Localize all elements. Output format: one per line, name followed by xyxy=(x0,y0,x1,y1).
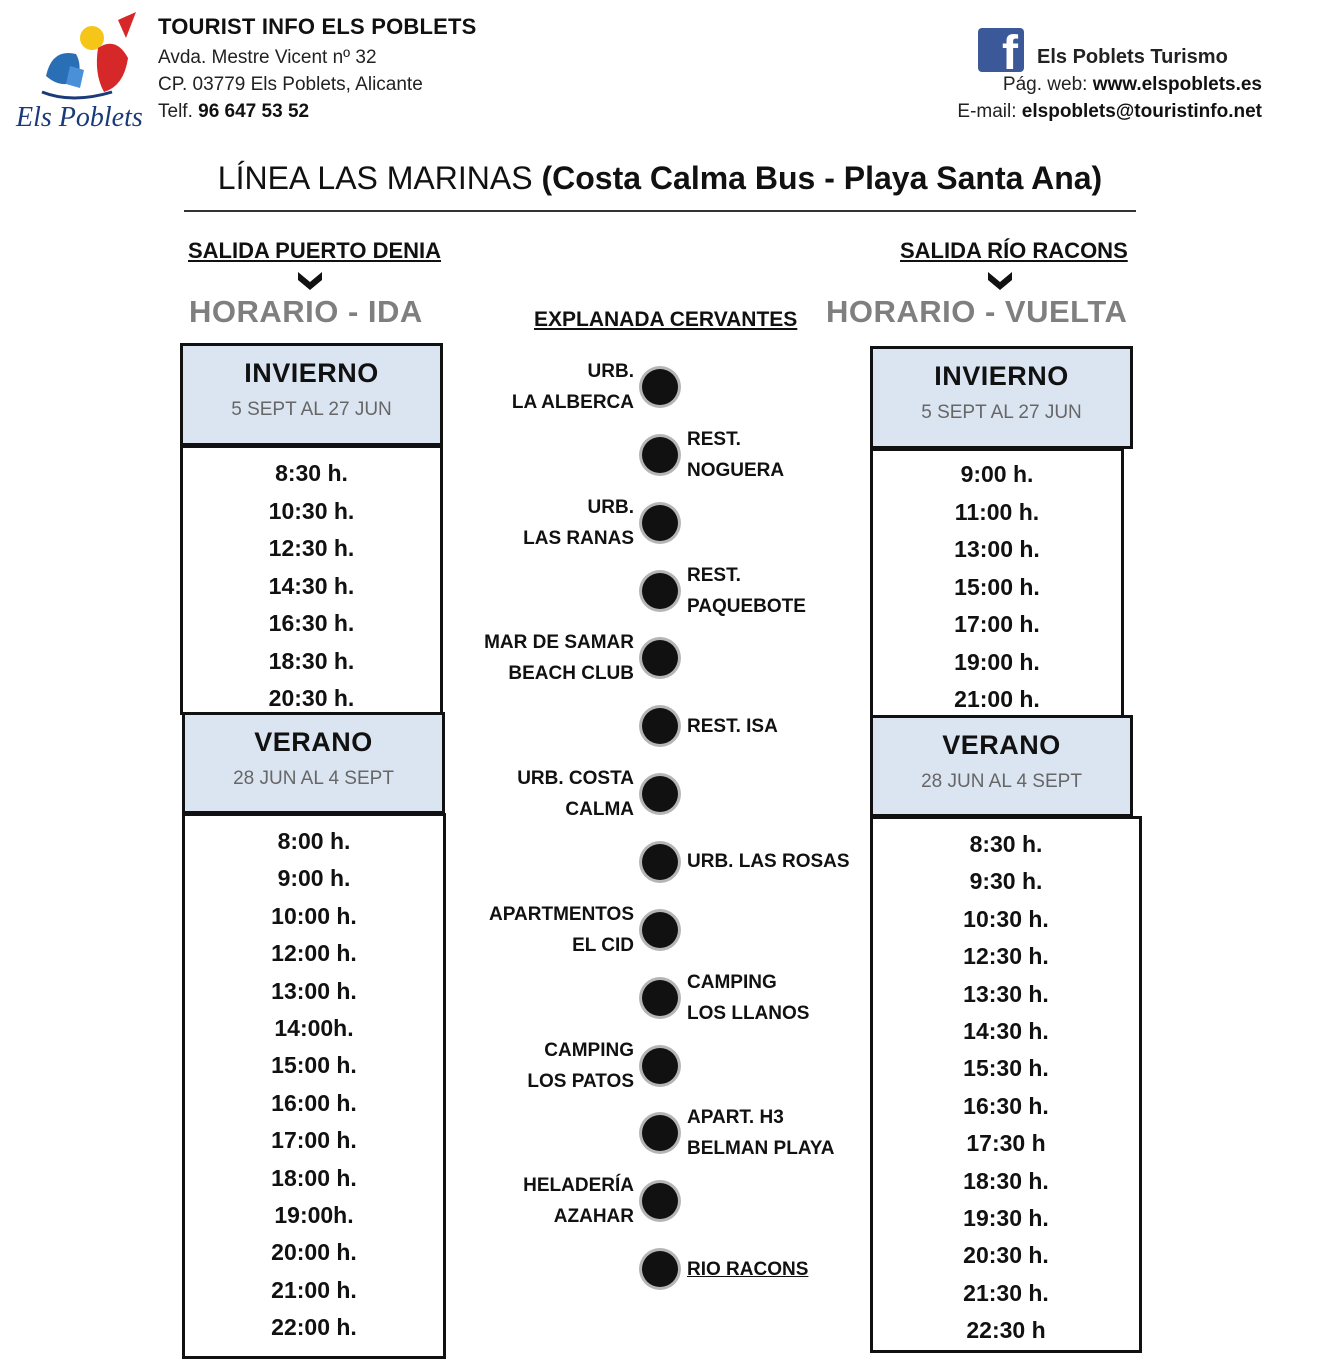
ida-winter-name: INVIERNO xyxy=(244,358,379,388)
ida-summer-time: 8:00 h. xyxy=(277,828,351,854)
ida-winter-time: 18:30 h. xyxy=(268,647,355,674)
stop-marker-icon xyxy=(642,844,678,880)
stop-label-line: EL CID xyxy=(572,934,634,956)
stop-label-line: RIO RACONS xyxy=(687,1258,809,1280)
vuelta-winter-time: 13:00 h. xyxy=(954,536,1040,562)
stop-marker-icon xyxy=(642,573,678,609)
first-stop-heading: EXPLANADA CERVANTES xyxy=(534,308,798,331)
email-label: E-mail: xyxy=(957,101,1017,122)
ida-summer-time: 14:00h. xyxy=(274,1015,354,1041)
phone-label: Telf. xyxy=(158,101,193,122)
stop-label-line: URB. LAS ROSAS xyxy=(687,851,850,873)
stop-marker-icon xyxy=(642,1183,678,1219)
stop-label-line: AZAHAR xyxy=(553,1206,634,1228)
ida-summer-time: 10:00 h. xyxy=(271,902,357,929)
stop-label xyxy=(687,424,784,486)
facebook-icon[interactable]: f xyxy=(978,28,1024,72)
vuelta-summer-time: 13:30 h. xyxy=(963,980,1049,1007)
stop-label-line: REST. xyxy=(687,428,741,450)
stop-label-line: URB. xyxy=(587,496,634,518)
vuelta-summer-time: 20:30 h. xyxy=(963,1242,1049,1269)
stop-label-line: NOGUERA xyxy=(687,459,785,481)
vuelta-summer-time: 16:30 h. xyxy=(963,1092,1049,1119)
vuelta-summer-time: 18:30 h. xyxy=(963,1167,1049,1194)
vuelta-departure-heading: SALIDA RÍO RACONS xyxy=(900,238,1128,263)
vuelta-summer-time: 14:30 h. xyxy=(963,1018,1049,1044)
vuelta-summer-dates: 28 JUN AL 4 SEPT xyxy=(921,771,1082,792)
stop-label-line: REST. xyxy=(687,564,741,586)
stop-marker-icon xyxy=(642,437,678,473)
stop-label-line: CAMPING xyxy=(544,1039,634,1061)
ida-winter-dates: 5 SEPT AL 27 JUN xyxy=(231,399,392,420)
stop-label xyxy=(517,763,634,825)
stop-label-line: MAR DE SAMAR xyxy=(484,632,634,654)
org-name: TOURIST INFO ELS POBLETS xyxy=(158,14,477,39)
vuelta-schedule-heading: HORARIO - VUELTA xyxy=(826,294,1128,329)
vuelta-winter-time: 21:00 h. xyxy=(954,686,1040,712)
stop-label xyxy=(687,1102,834,1164)
ida-schedule-heading: HORARIO - IDA xyxy=(189,294,423,329)
ida-winter-time: 16:30 h. xyxy=(268,610,355,636)
stop-label-line: URB. xyxy=(587,361,634,382)
stop-label xyxy=(489,899,634,961)
ida-summer-time: 18:00 h. xyxy=(271,1164,357,1191)
ida-summer-time: 12:00 h. xyxy=(271,940,357,967)
ida-winter-time: 10:30 h. xyxy=(268,497,355,524)
stop-marker-icon xyxy=(642,369,678,405)
stop-label-line: CAMPING xyxy=(687,971,777,993)
stop-marker-icon xyxy=(642,1115,678,1151)
ida-summer-time: 22:00 h. xyxy=(271,1314,357,1341)
vuelta-summer-time: 17:30 h xyxy=(966,1130,1046,1157)
vuelta-winter-time: 19:00 h. xyxy=(954,648,1040,675)
stop-label-line: LOS PATOS xyxy=(527,1070,634,1092)
vuelta-summer-time: 19:30 h. xyxy=(963,1205,1049,1231)
stop-label xyxy=(687,967,809,1029)
ida-winter-time: 8:30 h. xyxy=(275,460,348,486)
stop-label-line: LAS RANAS xyxy=(523,527,634,549)
address-line-1: Avda. Mestre Vicent nº 32 xyxy=(158,47,377,68)
line-route: (Costa Calma Bus - Playa Santa Ana) xyxy=(541,160,1103,196)
vuelta-winter-time: 15:00 h. xyxy=(954,573,1040,600)
web-label: Pág. web: xyxy=(1002,74,1088,95)
stop-marker-icon xyxy=(642,776,678,812)
ida-summer-time: 13:00 h. xyxy=(271,977,357,1004)
stop-label xyxy=(687,1254,808,1285)
vuelta-summer-time: 9:30 h. xyxy=(969,868,1043,895)
vuelta-winter-name: INVIERNO xyxy=(934,361,1069,391)
vuelta-summer-time: 22:30 h xyxy=(966,1317,1046,1344)
stop-label xyxy=(527,1035,634,1097)
stop-label-line: PAQUEBOTE xyxy=(687,595,806,617)
vuelta-winter-time: 9:00 h. xyxy=(960,461,1034,487)
vuelta-winter-time: 11:00 h. xyxy=(954,498,1040,525)
address-line-2: CP. 03779 Els Poblets, Alicante xyxy=(158,74,423,95)
stop-label-line: APART. H3 xyxy=(687,1107,784,1129)
stop-label-line: CALMA xyxy=(565,799,634,821)
ida-summer-time: 16:00 h. xyxy=(271,1089,357,1116)
stop-label xyxy=(687,711,778,742)
line-name: LÍNEA LAS MARINAS xyxy=(217,160,533,196)
ida-summer-name: VERANO xyxy=(254,727,373,757)
stop-label-line: BELMAN PLAYA xyxy=(687,1138,835,1160)
stop-marker-icon xyxy=(642,1048,678,1084)
ida-summer-time: 21:00 h. xyxy=(271,1276,357,1303)
ida-summer-dates: 28 JUN AL 4 SEPT xyxy=(233,768,394,789)
vuelta-summer-time: 10:30 h. xyxy=(963,905,1049,932)
ida-winter-time: 12:30 h. xyxy=(268,535,355,561)
stop-label-line: BEACH CLUB xyxy=(508,663,634,685)
vuelta-summer-time: 15:30 h. xyxy=(963,1055,1049,1082)
stop-label xyxy=(523,492,634,554)
stop-marker-icon xyxy=(642,505,678,541)
ida-winter-time: 20:30 h. xyxy=(268,685,355,711)
facebook-page-name[interactable]: Els Poblets Turismo xyxy=(1037,46,1228,68)
web-link[interactable]: www.elspoblets.es xyxy=(1092,74,1262,95)
stop-label-line: REST. ISA xyxy=(687,715,778,737)
ida-summer-time: 15:00 h. xyxy=(271,1052,357,1079)
stop-marker-icon xyxy=(642,640,678,676)
vuelta-summer-name: VERANO xyxy=(942,730,1061,760)
ida-departure-heading: SALIDA PUERTO DENIA xyxy=(188,238,442,263)
stop-label xyxy=(523,1170,634,1232)
stop-marker-icon xyxy=(642,708,678,744)
stop-label-line: APARTMENTOS xyxy=(489,903,634,925)
vuelta-winter-dates: 5 SEPT AL 27 JUN xyxy=(921,402,1082,423)
stop-label-line: LOS LLANOS xyxy=(687,1002,810,1024)
email-link[interactable]: elspoblets@touristinfo.net xyxy=(1021,101,1262,122)
ida-summer-time: 19:00h. xyxy=(274,1202,354,1228)
vuelta-summer-time: 12:30 h. xyxy=(963,943,1049,970)
stop-marker-icon xyxy=(642,980,678,1016)
stop-label xyxy=(512,356,634,418)
ida-winter-time: 14:30 h. xyxy=(268,572,355,599)
logo-wordmark: Els Poblets xyxy=(16,102,143,133)
stop-label xyxy=(484,627,634,689)
vuelta-summer-time: 21:30 h. xyxy=(963,1279,1049,1306)
phone-number: 96 647 53 52 xyxy=(198,101,310,122)
stop-label-line: URB. COSTA xyxy=(517,768,634,790)
stop-label-line: HELADERÍA xyxy=(523,1175,634,1197)
stop-label-line: LA ALBERCA xyxy=(511,392,634,413)
stop-marker-icon xyxy=(642,1251,678,1287)
ida-summer-time: 20:00 h. xyxy=(271,1239,357,1266)
ida-summer-time: 9:00 h. xyxy=(277,865,351,892)
stop-label xyxy=(687,560,806,622)
vuelta-winter-time: 17:00 h. xyxy=(954,611,1040,637)
stop-label xyxy=(687,846,850,877)
stop-marker-icon xyxy=(642,912,678,948)
vuelta-summer-time: 8:30 h. xyxy=(969,831,1043,857)
ida-summer-time: 17:00 h. xyxy=(271,1127,357,1154)
